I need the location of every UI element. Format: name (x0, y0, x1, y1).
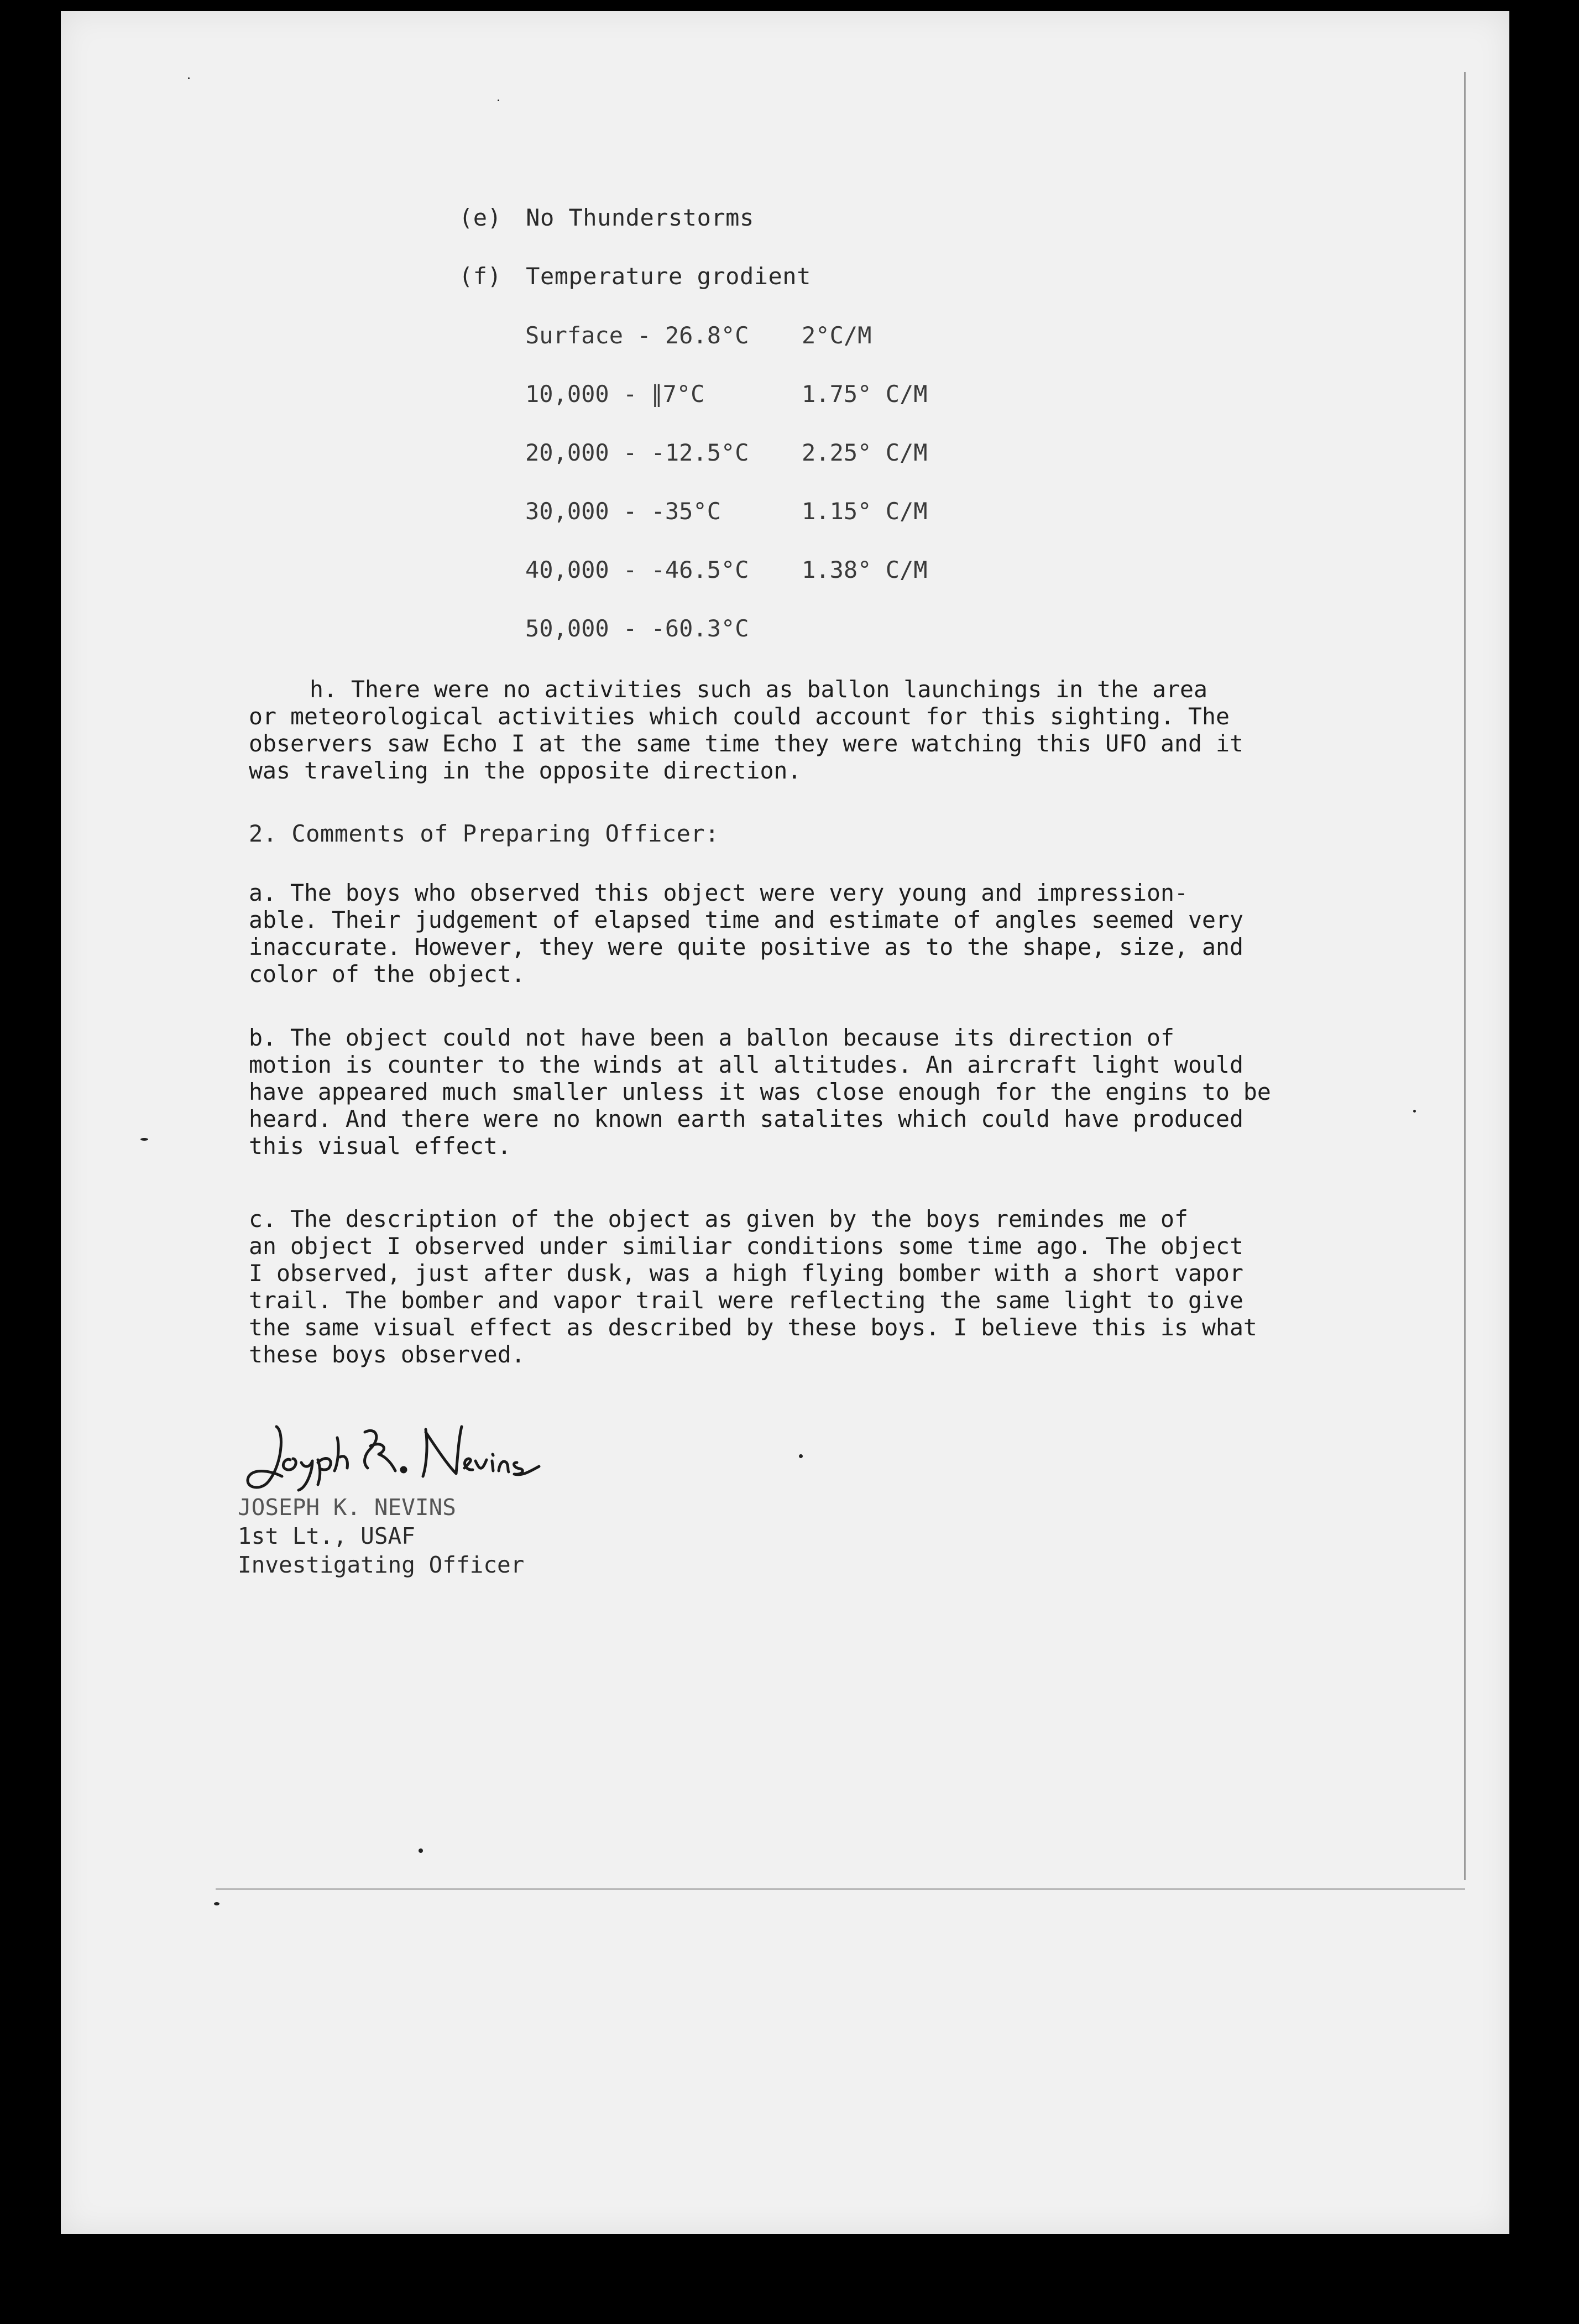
paragraph-h (249, 676, 1393, 784)
scan-speck (1413, 1110, 1416, 1113)
altitude-value: 50,000 - -60.3°C (525, 615, 749, 642)
paragraph-line: color of the object. (249, 960, 525, 988)
item-e (459, 205, 754, 231)
handwritten-signature (238, 1416, 581, 1498)
altitude-value: 30,000 - -35°C (525, 498, 721, 525)
paragraph-line: was traveling in the opposite direction. (249, 757, 802, 784)
gradient-value: 2.25° C/M (802, 439, 928, 466)
scan-speck (419, 1848, 423, 1853)
gradient-value: 1.75° C/M (802, 380, 928, 408)
paragraph-line: trail. The bomber and vapor trail were reflecting the same light to give (249, 1287, 1243, 1314)
officer-name: JOSEPH K. NEVINS (238, 1494, 456, 1521)
paragraph-line: these boys observed. (249, 1341, 525, 1368)
paragraph-line: inaccurate. However, they were quite positive as to the shape, size, and (249, 933, 1243, 960)
gradient-value: 1.15° C/M (802, 498, 928, 525)
officer-title: Investigating Officer (238, 1552, 525, 1578)
paragraph-line: a. The boys who observed this object were very young and impression- (249, 879, 1188, 906)
paragraph-a (249, 879, 1332, 988)
page-bottom-edge (216, 1888, 1465, 1890)
paragraph-line: have appeared much smaller unless it was close enough for the engins to be (249, 1078, 1271, 1105)
gradient-value: 2°C/M (802, 322, 872, 349)
item-f (459, 263, 811, 290)
paragraph-line: or meteorological activities which could account for this sighting. The (249, 703, 1230, 730)
gradient-value: 1.38° C/M (802, 556, 928, 583)
scan-speck (498, 100, 499, 101)
paragraph-line: an object I observed under similiar conditions some time ago. The object (249, 1232, 1243, 1260)
paragraph-line: this visual effect. (249, 1132, 511, 1160)
item-f-text: Temperature grodient (526, 263, 811, 290)
paragraph-line: the same visual effect as described by these boys. I believe this is what (249, 1314, 1257, 1341)
section-2-heading: 2. Comments of Preparing Officer: (249, 820, 719, 847)
paragraph-line: I observed, just after dusk, was a high flying bomber with a short vapor (249, 1260, 1243, 1287)
scan-speck (140, 1138, 148, 1141)
paragraph-line: c. The description of the object as given by the boys remindes me of (249, 1205, 1188, 1232)
altitude-value: 40,000 - -46.5°C (525, 556, 749, 583)
officer-rank: 1st Lt., USAF (238, 1523, 415, 1549)
altitude-value: Surface - 26.8°C (525, 322, 749, 349)
paragraph-c (249, 1205, 1332, 1368)
item-e-text: No Thunderstorms (526, 204, 754, 231)
paragraph-line: b. The object could not have been a ballon because its direction of (249, 1024, 1175, 1051)
paragraph-line: able. Their judgement of elapsed time and estimate of angles seemed very (249, 906, 1243, 933)
scan-speck (214, 1902, 219, 1905)
paragraph-line: observers saw Echo I at the same time they were watching this UFO and it (249, 730, 1243, 757)
item-e-marker: (e) (459, 204, 502, 231)
scan-speck (799, 1454, 803, 1458)
paragraph-line: heard. And there were no known earth satalites which could have produced (249, 1105, 1243, 1132)
altitude-value: 20,000 - -12.5°C (525, 439, 749, 466)
paragraph-line: motion is counter to the winds at all altitudes. An aircraft light would (249, 1051, 1243, 1078)
paragraph-b (249, 1024, 1332, 1160)
signature-lines (238, 1493, 524, 1579)
item-f-marker: (f) (459, 263, 502, 290)
scan-speck (188, 77, 190, 79)
paragraph-line: h. There were no activities such as ballon launchings in the area (310, 676, 1208, 703)
altitude-value: 10,000 - ∥7°C (525, 380, 705, 408)
page-edge-line (1464, 72, 1466, 1880)
